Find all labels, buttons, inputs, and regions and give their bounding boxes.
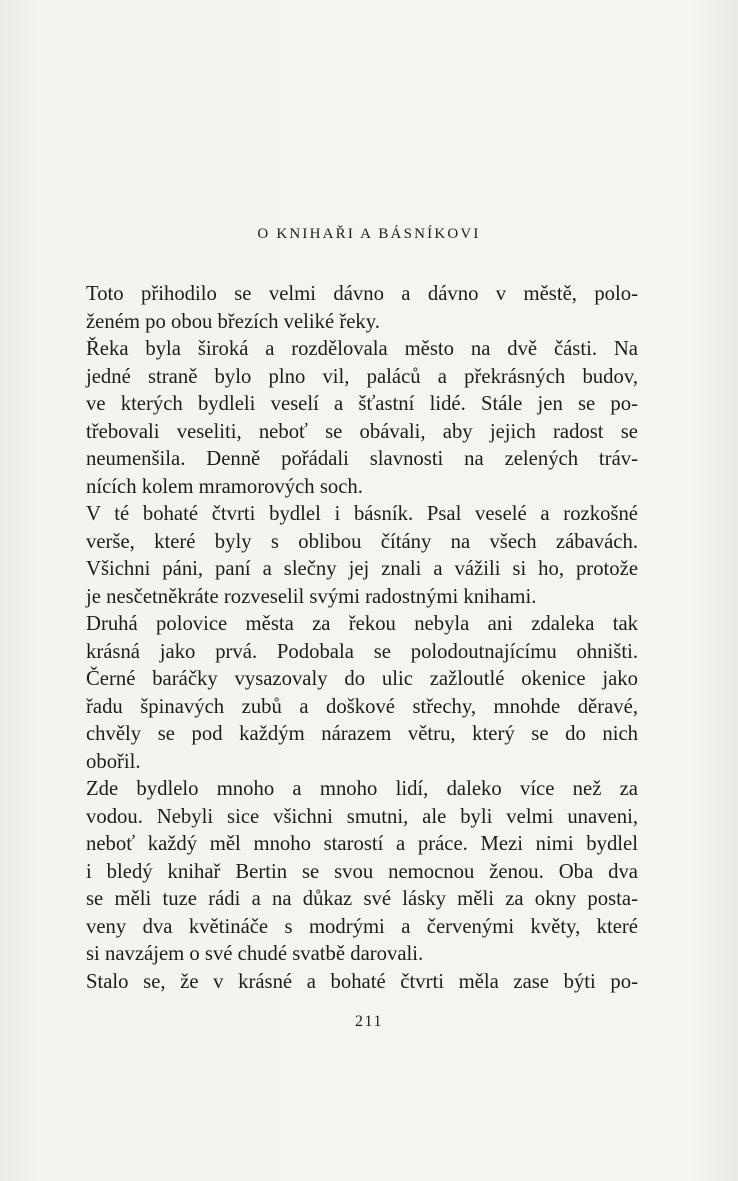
text-line: neboť každý měl mnoho starostí a práce. Mezi nimi bydlel [86, 833, 638, 855]
text-line: třebovali veseliti, neboť se obávali, aby jejich radost se [86, 420, 638, 443]
text-line: si navzájem o své chudé svatbě darovali. [86, 943, 424, 965]
text-line: ženém po obou březích veliké řeky. [86, 310, 380, 333]
text-line: Černé baráčky vysazovaly do ulic zažloutlé okenice jako [86, 668, 638, 690]
text-line: Toto přihodilo se velmi dávno a dávno v městě, polo- [86, 283, 638, 305]
text-line: řadu špinavých zubů a doškové střechy, mnohde děravé, [86, 695, 638, 718]
text-line: ve kterých bydleli veselí a šťastní lidé. Stále jen se po- [86, 393, 638, 415]
text-line: neumenšila. Denně pořádali slavnosti na zelených tráv- [86, 448, 638, 470]
text-line: Druhá polovice města za řekou nebyla ani zdaleka tak [86, 613, 638, 635]
page-number: 211 [355, 1013, 383, 1030]
text-line: je nesčetněkráte rozveselil svými radostnými knihami. [86, 585, 537, 608]
text-line: veny dva květináče s modrými a červenými květy, které [86, 915, 638, 938]
text-line: vodou. Nebyli sice všichni smutni, ale byli velmi unaveni, [86, 805, 638, 828]
text-line: Stalo se, že v krásné a bohaté čtvrti měla zase býti po- [86, 970, 638, 993]
text-line: chvěly se pod každým nárazem větru, který se do nich [86, 723, 638, 745]
text-line: i bledý knihař Bertin se svou nemocnou ženou. Oba dva [86, 860, 638, 883]
text-line: krásná jako prvá. Podobala se polodoutnajícímu ohništi. [86, 640, 638, 663]
text-line: jedné straně bylo plno vil, paláců a překrásných budov, [86, 365, 638, 388]
text-line: se měli tuze rádi a na důkaz své lásky měli za okny posta- [86, 888, 638, 910]
text-line: Řeka byla široká a rozdělovala město na dvě části. Na [86, 338, 638, 360]
text-line: nících kolem mramorových soch. [86, 475, 363, 498]
body-text [86, 281, 638, 996]
text-line: obořil. [86, 750, 141, 773]
text-line: V té bohaté čtvrti bydlel i básník. Psal veselé a rozkošné [86, 503, 638, 525]
chapter-title: O KNIHAŘI A BÁSNÍKOVI [257, 226, 481, 242]
text-line: Všichni páni, paní a slečny jej znali a vážili si ho, protože [86, 558, 638, 580]
text-line: Zde bydlelo mnoho a mnoho lidí, daleko více než za [86, 778, 638, 800]
text-line: verše, které byly s oblibou čítány na všech zábavách. [86, 530, 638, 553]
